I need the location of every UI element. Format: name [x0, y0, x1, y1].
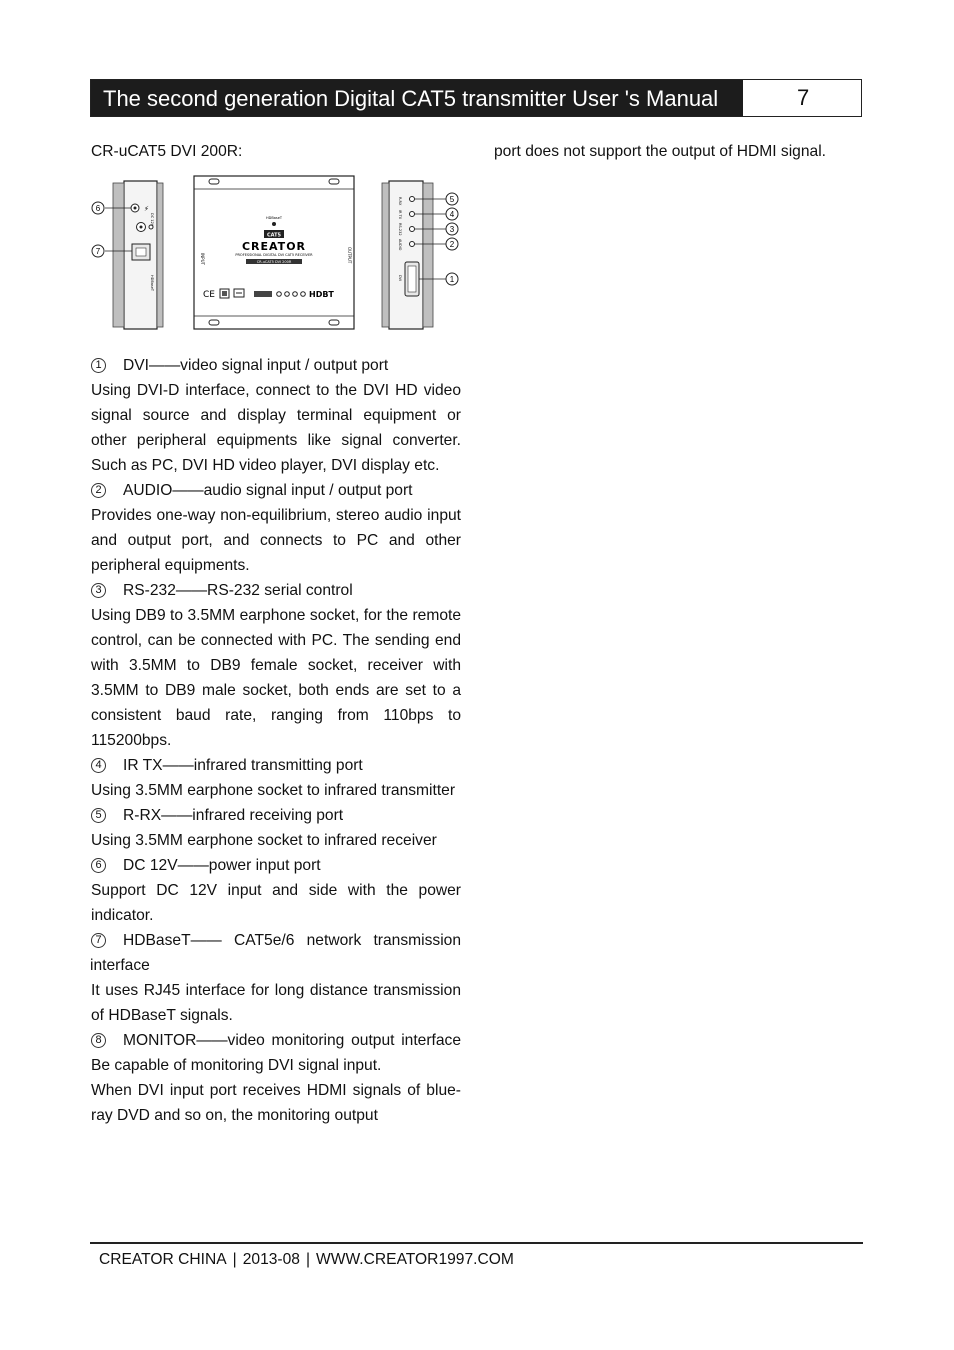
svg-text:CAT5: CAT5: [266, 232, 282, 239]
item-7-description: It uses RJ45 interface for long distance transmission of HDBaseT signals.: [91, 982, 461, 1024]
footer-website: WWW.CREATOR1997.COM: [316, 1251, 514, 1268]
svg-text:DC 12V: DC 12V: [150, 213, 154, 227]
svg-text:1: 1: [449, 275, 455, 284]
svg-text:4: 4: [449, 210, 455, 219]
item-1-description: Using DVI-D interface, connect to the DVI HD video signal source and display terminal equipment or other peripheral equipments like signal converter. Such as PC, DVI HD video player, DVI display etc.: [91, 382, 461, 474]
svg-text:OUTPUT: OUTPUT: [347, 247, 352, 264]
number-badge: 2: [91, 483, 106, 498]
footer-date: 2013-08: [242, 1251, 300, 1268]
callout-4: [446, 208, 458, 220]
number-badge: 7: [91, 933, 106, 948]
item-title-text: DC 12V——power input port: [123, 857, 321, 874]
callout-5: [446, 193, 458, 205]
item-title-text: MONITOR——video monitoring output interface: [123, 1032, 461, 1049]
number-badge: 5: [91, 808, 106, 823]
number-badge: 1: [91, 358, 106, 373]
model-label: CR-uCAT5 DVI 200R:: [91, 143, 243, 160]
callout-1: [446, 273, 458, 285]
callout-6: [92, 202, 104, 214]
svg-text:CR-uCAT5 DVI 200R: CR-uCAT5 DVI 200R: [256, 260, 292, 264]
svg-text:RS-232: RS-232: [398, 223, 402, 236]
svg-text:7: 7: [95, 247, 101, 256]
item-7-title: [91, 928, 461, 978]
device-top-view: [194, 176, 354, 329]
item-1-title: [91, 353, 461, 378]
svg-text:⚡: ⚡: [144, 205, 149, 213]
device-diagram-svg: [91, 175, 461, 335]
left-side-panel: [105, 181, 163, 329]
left-column: [91, 141, 461, 1128]
item-2-description: Provides one-way non-equilibrium, stereo audio input and output port, and connects to PC and other peripheral equipments.: [91, 507, 461, 574]
item-6-title: [91, 853, 461, 878]
item-3-description: Using DB9 to 3.5MM earphone socket, for the remote control, can be connected with PC. The sending end with 3.5MM to DB9 female socket, receiver with 3.5MM to DB9 male socket, both ends are set to a consistent baud rate, ranging from 110bps to 115200bps.: [91, 607, 461, 749]
manual-title: The second generation Digital CAT5 transmitter User 's Manual: [91, 80, 743, 116]
page-header: [90, 79, 862, 117]
number-badge: 8: [91, 1033, 106, 1048]
item-title-text: RS-232——RS-232 serial control: [123, 582, 353, 599]
svg-text:CE: CE: [203, 290, 215, 300]
svg-text:INPUT: INPUT: [200, 253, 205, 265]
number-badge: 6: [91, 858, 106, 873]
number-badge: 3: [91, 583, 106, 598]
item-5-title: [91, 803, 461, 828]
item-5-description: Using 3.5MM earphone socket to infrared receiver: [91, 832, 437, 849]
item-8-description: Be capable of monitoring DVI signal input.: [91, 1057, 382, 1074]
svg-text:HDBaseT: HDBaseT: [150, 275, 154, 291]
item-3-title: [91, 578, 461, 603]
svg-text:6: 6: [95, 204, 101, 213]
callout-2: [446, 238, 458, 250]
svg-text:5: 5: [449, 195, 455, 204]
svg-text:3: 3: [449, 225, 455, 234]
svg-text:HDBaseT: HDBaseT: [266, 216, 282, 220]
page-footer: [99, 1250, 514, 1270]
footer-separator: |: [305, 1251, 311, 1268]
svg-text:PROFESSIONAL DIGITAL DVI CAT5: PROFESSIONAL DIGITAL DVI CAT5 RECEIVER: [235, 253, 313, 257]
item-title-text: DVI——video signal input / output port: [123, 357, 389, 374]
callout-7: [92, 245, 104, 257]
item-title-text: HDBaseT—— CAT5e/6 network transmission interface: [90, 932, 461, 974]
right-side-panel: [382, 181, 446, 329]
svg-text:HDBT: HDBT: [309, 290, 334, 299]
callout-3: [446, 223, 458, 235]
svg-text:CREATOR: CREATOR: [241, 240, 307, 253]
footer-divider: [90, 1242, 863, 1244]
item-8-description-continued: When DVI input port receives HDMI signals of blue-ray DVD and so on, the monitoring output: [91, 1082, 461, 1124]
item-title-text: IR TX——infrared transmitting port: [123, 757, 363, 774]
page-number: 7: [743, 80, 861, 116]
item-4-title: [91, 753, 461, 778]
number-badge: 4: [91, 758, 106, 773]
svg-text:IR TX: IR TX: [398, 210, 402, 220]
item-6-description: Support DC 12V input and side with the power indicator.: [91, 882, 461, 924]
item-title-text: R-RX——infrared receiving port: [123, 807, 344, 824]
item-4-description: Using 3.5MM earphone socket to infrared transmitter: [91, 782, 456, 799]
item-title-text: AUDIO——audio signal input / output port: [123, 482, 413, 499]
footer-separator: |: [232, 1251, 237, 1268]
right-column: [494, 141, 864, 163]
item-2-title: [91, 478, 461, 503]
svg-text:DVI: DVI: [398, 275, 402, 282]
svg-text:AUDIO: AUDIO: [398, 239, 402, 251]
continued-text: port does not support the output of HDMI signal.: [494, 143, 826, 160]
item-8-title: [91, 1028, 461, 1053]
svg-text:2: 2: [449, 240, 455, 249]
svg-text:R-RX: R-RX: [398, 197, 402, 206]
device-diagram: [91, 175, 461, 335]
footer-company: CREATOR CHINA: [99, 1251, 227, 1268]
